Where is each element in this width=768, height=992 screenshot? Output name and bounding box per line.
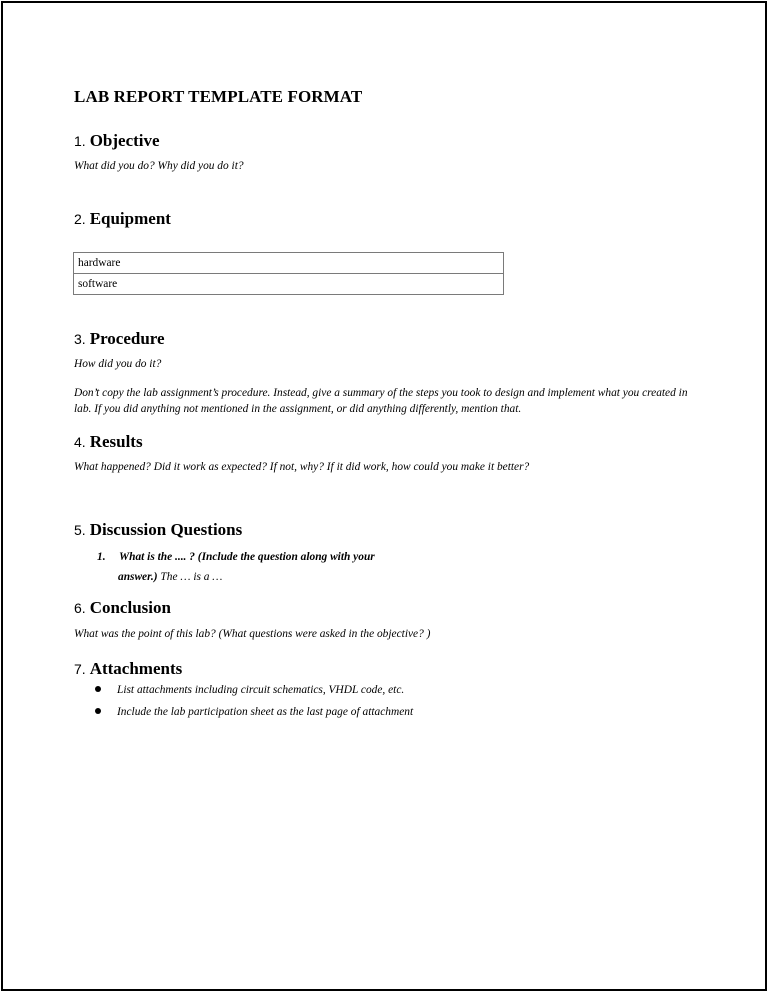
section-title: Conclusion [89,598,171,617]
list-item [95,682,404,698]
table-cell: hardware [74,253,504,274]
section-title: Discussion Questions [89,520,243,539]
question-line [97,567,437,587]
section-title: Procedure [89,329,165,348]
discussion-question-item [97,547,437,587]
table-row [74,274,504,295]
section-heading-conclusion [74,593,171,620]
question-text: What is the .... ? (Include the question along with your [119,551,375,563]
question-line [97,547,437,567]
section-title: Equipment [89,209,171,228]
section-heading-discussion-questions [74,515,242,542]
table-cell: software [74,274,504,295]
section-number: 5. [74,522,86,538]
answer-text: The … is a … [157,571,223,583]
section-number: 6. [74,600,86,616]
section-title: Results [89,432,143,451]
section-title: Attachments [89,659,183,678]
equipment-table [73,252,504,295]
question-text-cont: answer.) [118,571,158,583]
bullet-icon [95,686,101,692]
section-heading-attachments [74,654,182,681]
section-number: 1. [74,133,86,149]
procedure-note: How did you do it? [74,358,162,370]
procedure-instructions: Don’t copy the lab assignment’s procedure. Instead, give a summary of the steps you took to design and implement what you created in lab. If you did anything not mentioned in the assignment, or did anything differently, mention that. [74,387,688,415]
section-number: 2. [74,211,86,227]
section-number: 7. [74,661,86,677]
conclusion-note: What was the point of this lab? (What questions were asked in the objective? ) [74,628,431,640]
section-title: Objective [89,131,160,150]
objective-note: What did you do? Why did you do it? [74,160,244,172]
section-heading-objective [74,126,160,153]
document-title: LAB REPORT TEMPLATE FORMAT [74,87,363,106]
section-heading-equipment [74,204,171,231]
list-item-text: Include the lab participation sheet as the last page of attachment [117,706,414,718]
list-item-text: List attachments including circuit schematics, VHDL code, etc. [117,684,405,696]
section-number: 4. [74,434,86,450]
section-number: 3. [74,331,86,347]
bullet-icon [95,708,101,714]
list-item [95,704,413,720]
question-number: 1. [97,551,106,563]
results-note: What happened? Did it work as expected? If not, why? If it did work, how could you make it better? [74,461,530,473]
table-row [74,253,504,274]
section-heading-results [74,427,143,454]
section-heading-procedure [74,324,165,351]
